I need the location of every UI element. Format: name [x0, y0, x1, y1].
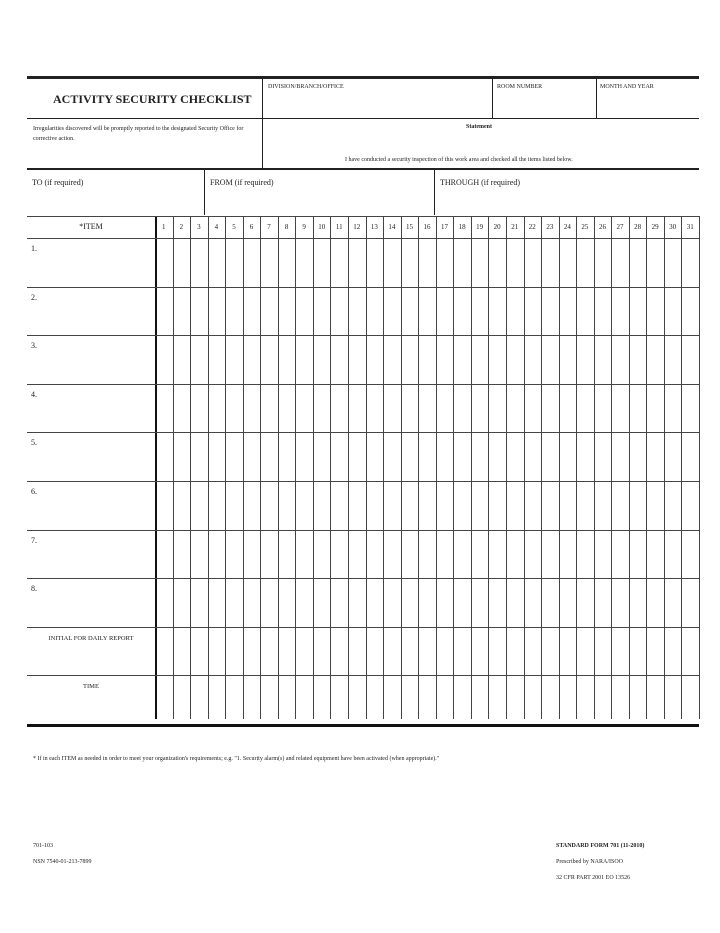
grid-row-line — [27, 287, 699, 288]
grid-column-line — [383, 216, 384, 719]
day-header: 17 — [441, 223, 449, 231]
grid-row-line — [27, 216, 699, 217]
initial-row-label: INITIAL FOR DAILY REPORT — [48, 634, 134, 642]
day-header: 7 — [267, 223, 271, 231]
day-header: 11 — [335, 223, 343, 231]
grid-column-line — [278, 216, 279, 719]
item-header: *ITEM — [79, 222, 103, 231]
item-row-label: 3. — [31, 341, 37, 351]
day-header: 4 — [214, 223, 219, 231]
grid-column-line — [646, 216, 647, 719]
grid-column-line — [436, 216, 437, 719]
grid-column-line — [225, 216, 226, 719]
day-header: 31 — [686, 223, 694, 231]
grid-column-line — [295, 216, 296, 719]
header-bottom-rule — [27, 168, 699, 170]
standard-form-label: STANDARD FORM 701 (11-2010) — [556, 843, 645, 849]
day-header: 16 — [423, 223, 431, 231]
grid-column-line — [506, 216, 507, 719]
prescribed-by: Prescribed by NARA/ISOO — [556, 859, 623, 865]
grid-row-line — [27, 238, 699, 239]
from-label: FROM (if required) — [210, 178, 274, 187]
day-header: 1 — [162, 223, 166, 231]
grid-row-line — [27, 675, 699, 676]
grid-column-line — [664, 216, 665, 719]
grid-column-line — [155, 216, 157, 719]
statement-text: I have conducted a security inspection of this work area and checked all the items listed below. — [345, 157, 573, 163]
grid-column-line — [418, 216, 419, 719]
header-divider — [262, 79, 263, 168]
month-year-label: MONTH AND YEAR — [600, 84, 654, 90]
day-header: 12 — [353, 223, 361, 231]
day-header: 8 — [284, 223, 289, 231]
cfr-reference: 32 CFR PART 2001 EO 13526 — [556, 875, 631, 881]
room-divider — [492, 79, 493, 118]
grid-row-line — [27, 384, 699, 385]
grid-row-line — [27, 530, 699, 531]
day-header: 14 — [388, 223, 396, 231]
statement-label: Statement — [466, 124, 492, 130]
grid-row-line — [27, 724, 699, 727]
grid-column-line — [453, 216, 454, 719]
division-label: DIVISION/BRANCH/OFFICE — [268, 84, 344, 90]
day-header: 30 — [669, 223, 677, 231]
irregularities-note: Irregularities discovered will be promptly reported to the designated Security Office for corrective action. — [33, 126, 244, 142]
day-header: 2 — [179, 223, 184, 231]
day-header: 23 — [546, 223, 554, 231]
grid-column-line — [541, 216, 542, 719]
day-header: 20 — [493, 223, 501, 231]
grid-column-line — [366, 216, 367, 719]
grid-row-line — [27, 335, 699, 336]
grid-row-line — [27, 481, 699, 482]
grid-column-line — [611, 216, 612, 719]
grid-column-line — [681, 216, 682, 719]
grid-column-line — [488, 216, 489, 719]
item-row-label: 6. — [31, 487, 37, 496]
day-header: 29 — [651, 223, 659, 231]
top-border — [27, 76, 699, 79]
day-header: 22 — [528, 223, 536, 231]
item-row-label: 4. — [31, 389, 37, 399]
grid-row-line — [27, 432, 699, 433]
day-header: 24 — [563, 223, 571, 231]
to-label: TO (if required) — [32, 178, 84, 187]
grid-row-line — [27, 578, 699, 579]
day-header: 18 — [458, 223, 466, 231]
to-from-divider — [204, 170, 205, 215]
grid-column-line — [348, 216, 349, 719]
day-header: 3 — [197, 223, 201, 231]
item-row-label: 8. — [31, 584, 37, 594]
grid-column-line — [208, 216, 209, 719]
time-row-label: TIME — [83, 683, 99, 691]
day-header: 10 — [318, 223, 326, 231]
item-row-label: 7. — [31, 535, 37, 545]
day-header: 9 — [302, 223, 306, 231]
day-header: 21 — [511, 223, 519, 231]
day-header: 25 — [581, 223, 589, 231]
grid-column-line — [559, 216, 560, 719]
day-header: 28 — [634, 223, 642, 231]
through-label: THROUGH (if required) — [440, 178, 520, 187]
item-row-label: 2. — [31, 292, 37, 302]
grid-column-line — [243, 216, 244, 719]
grid-column-line — [524, 216, 525, 719]
day-header: 13 — [370, 223, 378, 231]
from-through-divider — [434, 170, 435, 215]
grid-column-line — [313, 216, 314, 719]
nsn-number: NSN 7540-01-213-7899 — [33, 859, 92, 865]
day-header: 6 — [249, 223, 254, 231]
room-number-label: ROOM NUMBER — [497, 84, 543, 90]
grid-column-line — [471, 216, 472, 719]
day-header: 26 — [598, 223, 606, 231]
grid-column-line — [401, 216, 402, 719]
title-bottom-rule — [27, 118, 262, 119]
grid-column-line — [594, 216, 595, 719]
grid-column-line — [629, 216, 630, 719]
checklist-grid — [27, 216, 699, 719]
grid-column-line — [330, 216, 331, 719]
month-divider — [596, 79, 597, 118]
day-header: 15 — [405, 223, 413, 231]
header-row-divider — [262, 118, 699, 119]
grid-row-line — [27, 627, 699, 628]
footnote: * If in each ITEM as needed in order to meet your organization's requirements; e.g. "1. Security alarm(s) and related equipment have been activated (when appropriate)." — [33, 756, 440, 762]
grid-column-line — [173, 216, 174, 719]
grid-column-line — [699, 216, 700, 719]
form-title: ACTIVITY SECURITY CHECKLIST — [53, 92, 252, 106]
day-header: 5 — [232, 223, 236, 231]
day-header: 27 — [616, 223, 624, 231]
item-row-label: 5. — [31, 438, 37, 448]
grid-column-line — [260, 216, 261, 719]
grid-column-line — [190, 216, 191, 719]
item-row-label: 1. — [31, 244, 37, 253]
grid-column-line — [576, 216, 577, 719]
form-number: 701-103 — [33, 843, 53, 849]
day-header: 19 — [476, 223, 484, 231]
